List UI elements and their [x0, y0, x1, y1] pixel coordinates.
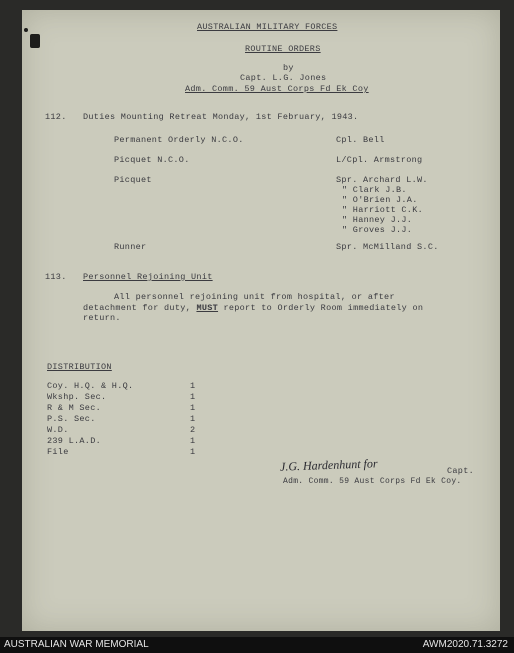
emphasis-text: MUST — [196, 303, 219, 313]
item-113-body-line: All personnel rejoining unit from hospital, or after — [114, 292, 395, 302]
item-113-heading: Personnel Rejoining Unit — [83, 272, 213, 282]
distribution-name: W.D. — [47, 425, 69, 435]
item-112-heading: Duties Mounting Retreat Monday, 1st February, 1943. — [83, 112, 359, 122]
duty-value: " Hanney J.J. — [342, 215, 413, 225]
distribution-count: 1 — [190, 436, 196, 446]
duty-value: L/Cpl. Armstrong — [336, 155, 423, 165]
item-113-number: 113. — [45, 272, 67, 282]
officer-name: Capt. L.G. Jones — [240, 73, 327, 83]
body-text: detachment for duty, — [83, 303, 192, 313]
officer-appointment: Adm. Comm. 59 Aust Corps Fd Ek Coy — [185, 84, 369, 94]
footer-institution: AUSTRALIAN WAR MEMORIAL — [4, 639, 149, 650]
duty-value: Cpl. Bell — [336, 135, 385, 145]
orders-title: ROUTINE ORDERS — [245, 44, 321, 54]
distribution-name: File — [47, 447, 69, 457]
duty-label: Runner — [114, 242, 147, 252]
duty-label: Picquet — [114, 175, 152, 185]
distribution-name: P.S. Sec. — [47, 414, 96, 424]
item-113-body-line: return. — [83, 313, 121, 323]
duty-value: " Clark J.B. — [342, 185, 407, 195]
duty-value: Spr. McMilland S.C. — [336, 242, 439, 252]
duty-label: Permanent Orderly N.C.O. — [114, 135, 244, 145]
handwritten-signature: J.G. Hardenhunt for — [279, 456, 378, 474]
item-112-number: 112. — [45, 112, 67, 122]
duty-label: Picquet N.C.O. — [114, 155, 190, 165]
distribution-name: Coy. H.Q. & H.Q. — [47, 381, 134, 391]
distribution-name: 239 L.A.D. — [47, 436, 102, 446]
duty-value: " Harriott C.K. — [342, 205, 424, 215]
duty-value: " Groves J.J. — [342, 225, 413, 235]
distribution-name: R & M Sec. — [47, 403, 102, 413]
footer-accession-number: AWM2020.71.3272 — [422, 639, 508, 650]
duty-value: Spr. Archard L.W. — [336, 175, 428, 185]
item-113-body-line — [83, 303, 423, 313]
distribution-count: 1 — [190, 414, 196, 424]
distribution-count: 1 — [190, 447, 196, 457]
signature-rank: Capt. — [447, 466, 475, 476]
distribution-count: 2 — [190, 425, 196, 435]
distribution-count: 1 — [190, 392, 196, 402]
signature-appointment: Adm. Comm. 59 Aust Corps Fd Ek Coy. — [283, 477, 462, 486]
punch-hole — [30, 34, 40, 48]
duty-value: " O'Brien J.A. — [342, 195, 418, 205]
punch-mark — [24, 28, 28, 32]
body-text: report to Orderly Room immediately on — [223, 303, 424, 313]
by-text: by — [283, 63, 294, 73]
distribution-count: 1 — [190, 403, 196, 413]
force-title: AUSTRALIAN MILITARY FORCES — [197, 22, 338, 32]
distribution-heading: DISTRIBUTION — [47, 362, 112, 372]
distribution-name: Wkshp. Sec. — [47, 392, 107, 402]
archive-footer — [0, 637, 514, 653]
distribution-count: 1 — [190, 381, 196, 391]
